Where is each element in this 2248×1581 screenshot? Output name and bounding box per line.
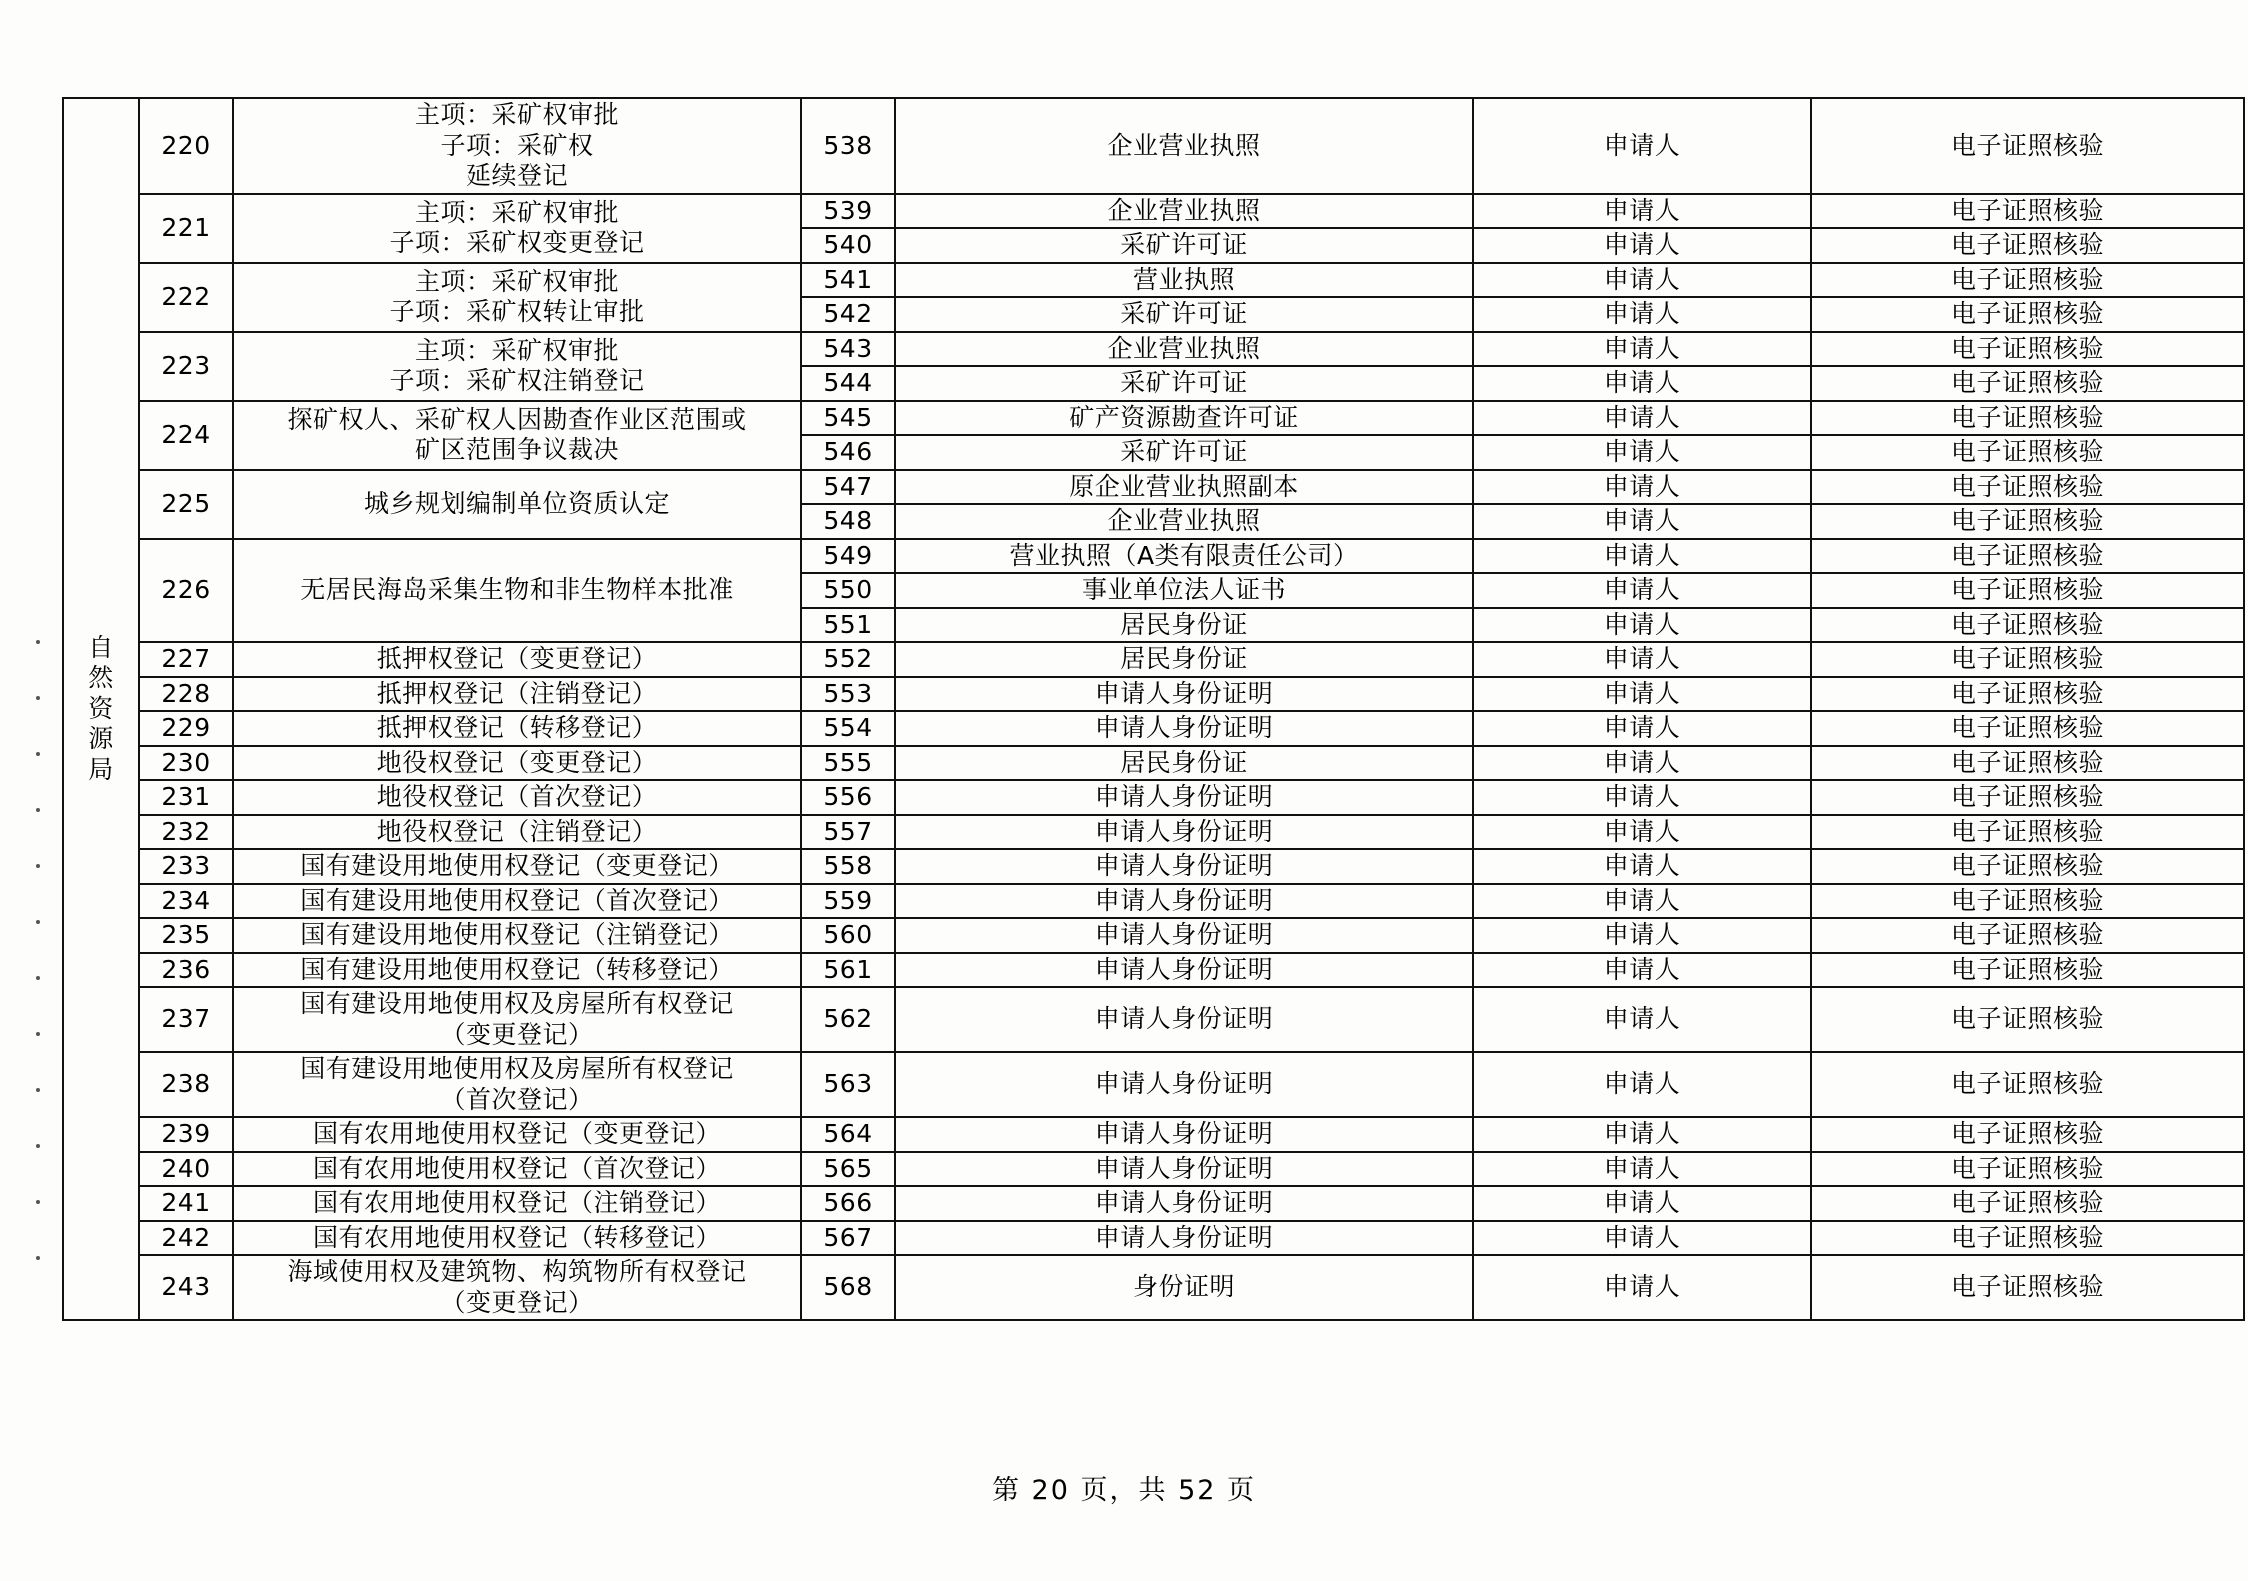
certificate-name-cell: 申请人身份证明: [895, 849, 1473, 884]
certificate-name-cell: 企业营业执照: [895, 332, 1473, 367]
service-item-cell: [233, 642, 801, 677]
certificate-name-cell: 采矿许可证: [895, 435, 1473, 470]
row-number-cell: 224: [139, 401, 233, 470]
table-row: [63, 401, 2244, 436]
certificate-holder-cell: 申请人: [1473, 470, 1811, 505]
service-item-line: 国有建设用地使用权登记（转移登记）: [300, 954, 734, 984]
service-item-cell: [233, 1221, 801, 1256]
row-number-cell: 228: [139, 677, 233, 712]
row-number-cell: 221: [139, 194, 233, 263]
verification-method-cell: 电子证照核验: [1811, 1221, 2244, 1256]
certificate-holder-cell: 申请人: [1473, 98, 1811, 194]
table-row: [63, 642, 2244, 677]
certificate-name-cell: 申请人身份证明: [895, 918, 1473, 953]
row-number-cell: 243: [139, 1255, 233, 1320]
table-row: [63, 98, 2244, 194]
table-row: [63, 539, 2244, 574]
row-number-cell: 225: [139, 470, 233, 539]
service-item-line: 地役权登记（首次登记）: [376, 782, 658, 811]
certificate-holder-cell: 申请人: [1473, 332, 1811, 367]
certificate-holder-cell: 申请人: [1473, 366, 1811, 401]
table-row: [63, 194, 2244, 229]
certificate-name-cell: 企业营业执照: [895, 194, 1473, 229]
verification-method-cell: 电子证照核验: [1811, 918, 2244, 953]
verification-method-cell: 电子证照核验: [1811, 1117, 2244, 1152]
certificate-name-cell: 申请人身份证明: [895, 780, 1473, 815]
service-item-cell: [233, 98, 801, 194]
row-number-cell: 239: [139, 1117, 233, 1152]
row-number-cell: 233: [139, 849, 233, 884]
verification-method-cell: 电子证照核验: [1811, 1152, 2244, 1187]
verification-method-cell: 电子证照核验: [1811, 815, 2244, 850]
certificate-seq-cell: 566: [801, 1186, 895, 1221]
certificate-holder-cell: 申请人: [1473, 1186, 1811, 1221]
service-item-cell: [233, 539, 801, 643]
service-item-line: 国有建设用地使用权登记（变更登记）: [300, 851, 734, 880]
certificate-name-cell: 申请人身份证明: [895, 677, 1473, 712]
verification-method-cell: 电子证照核验: [1811, 849, 2244, 884]
service-item-cell: [233, 711, 801, 746]
service-item-cell: [233, 332, 801, 401]
org-label-char: 资: [88, 693, 114, 723]
table-row: [63, 711, 2244, 746]
certificate-name-cell: 申请人身份证明: [895, 884, 1473, 919]
verification-method-cell: 电子证照核验: [1811, 1255, 2244, 1320]
certificate-seq-cell: 564: [801, 1117, 895, 1152]
service-item-line: 国有农用地使用权登记（首次登记）: [312, 1153, 721, 1183]
row-number-cell: 242: [139, 1221, 233, 1256]
row-number-cell: 226: [139, 539, 233, 643]
certificate-holder-cell: 申请人: [1473, 780, 1811, 815]
certificate-seq-cell: 548: [801, 504, 895, 539]
certificate-holder-cell: 申请人: [1473, 642, 1811, 677]
service-item-line: 国有农用地使用权登记（转移登记）: [312, 1222, 721, 1252]
service-item-line: 国有农用地使用权登记（注销登记）: [312, 1188, 721, 1217]
certificate-name-cell: 申请人身份证明: [895, 711, 1473, 746]
service-item-line: 延续登记: [465, 161, 568, 190]
service-item-cell: [233, 987, 801, 1052]
certificate-name-cell: 居民身份证: [895, 608, 1473, 643]
table-row: [63, 1152, 2244, 1187]
table-row: [63, 1186, 2244, 1221]
certificate-table: [62, 97, 2245, 1321]
certificate-holder-cell: 申请人: [1473, 1117, 1811, 1152]
certificate-name-cell: 申请人身份证明: [895, 1221, 1473, 1256]
table-row: [63, 780, 2244, 815]
certificate-seq-cell: 547: [801, 470, 895, 505]
certificate-name-cell: 申请人身份证明: [895, 1052, 1473, 1117]
certificate-name-cell: 居民身份证: [895, 642, 1473, 677]
certificate-seq-cell: 543: [801, 332, 895, 367]
service-item-line: 子项：采矿权: [440, 130, 594, 160]
service-item-line: 抵押权登记（变更登记）: [376, 644, 658, 673]
certificate-seq-cell: 567: [801, 1221, 895, 1256]
row-number-cell: 227: [139, 642, 233, 677]
certificate-holder-cell: 申请人: [1473, 504, 1811, 539]
certificate-seq-cell: 557: [801, 815, 895, 850]
service-item-cell: [233, 1052, 801, 1117]
service-item-line: （首次登记）: [440, 1084, 594, 1114]
certificate-holder-cell: 申请人: [1473, 401, 1811, 436]
service-item-cell: [233, 746, 801, 781]
certificate-seq-cell: 561: [801, 953, 895, 988]
service-item-line: 子项：采矿权转让审批: [389, 297, 645, 326]
service-item-line: 无居民海岛采集生物和非生物样本批准: [300, 575, 734, 604]
verification-method-cell: 电子证照核验: [1811, 263, 2244, 298]
certificate-holder-cell: 申请人: [1473, 746, 1811, 781]
table-row: [63, 953, 2244, 988]
certificate-seq-cell: 538: [801, 98, 895, 194]
service-item-line: 主项：采矿权审批: [414, 266, 619, 296]
service-item-cell: [233, 1255, 801, 1320]
org-label-char: 源: [88, 724, 114, 754]
table-row: [63, 884, 2244, 919]
verification-method-cell: 电子证照核验: [1811, 884, 2244, 919]
service-item-line: （变更登记）: [440, 1019, 594, 1049]
certificate-seq-cell: 565: [801, 1152, 895, 1187]
verification-method-cell: 电子证照核验: [1811, 780, 2244, 815]
certificate-name-cell: 申请人身份证明: [895, 1152, 1473, 1187]
row-number-cell: 222: [139, 263, 233, 332]
service-item-line: 海域使用权及建筑物、构筑物所有权登记: [287, 1257, 747, 1286]
verification-method-cell: 电子证照核验: [1811, 366, 2244, 401]
service-item-line: 抵押权登记（注销登记）: [376, 678, 658, 708]
certificate-holder-cell: 申请人: [1473, 228, 1811, 263]
certificate-holder-cell: 申请人: [1473, 711, 1811, 746]
certificate-name-cell: 矿产资源勘查许可证: [895, 401, 1473, 436]
certificate-name-cell: 采矿许可证: [895, 297, 1473, 332]
service-item-line: 国有农用地使用权登记（变更登记）: [312, 1119, 721, 1148]
row-number-cell: 241: [139, 1186, 233, 1221]
service-item-line: 城乡规划编制单位资质认定: [363, 488, 670, 518]
row-number-cell: 238: [139, 1052, 233, 1117]
service-item-line: 主项：采矿权审批: [414, 197, 619, 227]
verification-method-cell: 电子证照核验: [1811, 332, 2244, 367]
verification-method-cell: 电子证照核验: [1811, 504, 2244, 539]
certificate-holder-cell: 申请人: [1473, 1152, 1811, 1187]
verification-method-cell: 电子证照核验: [1811, 711, 2244, 746]
service-item-line: 国有建设用地使用权登记（首次登记）: [300, 885, 734, 915]
verification-method-cell: 电子证照核验: [1811, 677, 2244, 712]
certificate-seq-cell: 556: [801, 780, 895, 815]
certificate-seq-cell: 558: [801, 849, 895, 884]
certificate-seq-cell: 559: [801, 884, 895, 919]
certificate-name-cell: 采矿许可证: [895, 228, 1473, 263]
service-item-line: 国有建设用地使用权登记（注销登记）: [300, 920, 734, 949]
verification-method-cell: 电子证照核验: [1811, 573, 2244, 608]
table-row: [63, 470, 2244, 505]
certificate-table-body: [63, 98, 2244, 1320]
service-item-cell: [233, 470, 801, 539]
table-row: [63, 263, 2244, 298]
row-number-cell: 230: [139, 746, 233, 781]
certificate-seq-cell: 545: [801, 401, 895, 436]
certificate-name-cell: 营业执照（A类有限责任公司）: [895, 539, 1473, 574]
row-number-cell: 237: [139, 987, 233, 1052]
service-item-cell: [233, 1117, 801, 1152]
certificate-name-cell: 申请人身份证明: [895, 1117, 1473, 1152]
certificate-holder-cell: 申请人: [1473, 677, 1811, 712]
row-number-cell: 234: [139, 884, 233, 919]
table-row: [63, 677, 2244, 712]
certificate-seq-cell: 539: [801, 194, 895, 229]
certificate-holder-cell: 申请人: [1473, 918, 1811, 953]
table-row: [63, 987, 2244, 1052]
certificate-name-cell: 原企业营业执照副本: [895, 470, 1473, 505]
table-row: [63, 746, 2244, 781]
service-item-cell: [233, 849, 801, 884]
certificate-seq-cell: 554: [801, 711, 895, 746]
certificate-name-cell: 事业单位法人证书: [895, 573, 1473, 608]
certificate-holder-cell: 申请人: [1473, 297, 1811, 332]
service-item-cell: [233, 815, 801, 850]
certificate-name-cell: 企业营业执照: [895, 504, 1473, 539]
table-row: [63, 815, 2244, 850]
certificate-holder-cell: 申请人: [1473, 608, 1811, 643]
certificate-holder-cell: 申请人: [1473, 849, 1811, 884]
certificate-seq-cell: 562: [801, 987, 895, 1052]
service-item-cell: [233, 263, 801, 332]
service-item-line: 国有建设用地使用权及房屋所有权登记: [300, 1054, 734, 1083]
org-label-char: 自: [88, 632, 114, 662]
certificate-holder-cell: 申请人: [1473, 1052, 1811, 1117]
service-item-line: 子项：采矿权变更登记: [389, 228, 645, 257]
service-item-cell: [233, 677, 801, 712]
verification-method-cell: 电子证照核验: [1811, 953, 2244, 988]
service-item-cell: [233, 953, 801, 988]
verification-method-cell: 电子证照核验: [1811, 98, 2244, 194]
table-row: [63, 1117, 2244, 1152]
service-item-line: （变更登记）: [440, 1287, 594, 1317]
certificate-holder-cell: 申请人: [1473, 1221, 1811, 1256]
certificate-name-cell: 采矿许可证: [895, 366, 1473, 401]
certificate-holder-cell: 申请人: [1473, 435, 1811, 470]
scan-artifact-marks: [36, 640, 46, 1312]
verification-method-cell: 电子证照核验: [1811, 987, 2244, 1052]
certificate-seq-cell: 560: [801, 918, 895, 953]
service-item-cell: [233, 918, 801, 953]
certificate-seq-cell: 555: [801, 746, 895, 781]
verification-method-cell: 电子证照核验: [1811, 608, 2244, 643]
service-item-cell: [233, 194, 801, 263]
certificate-table-container: [62, 97, 2187, 1321]
certificate-name-cell: 申请人身份证明: [895, 815, 1473, 850]
certificate-holder-cell: 申请人: [1473, 1255, 1811, 1320]
service-item-line: 子项：采矿权注销登记: [389, 366, 645, 395]
certificate-name-cell: 申请人身份证明: [895, 1186, 1473, 1221]
certificate-name-cell: 身份证明: [895, 1255, 1473, 1320]
certificate-seq-cell: 546: [801, 435, 895, 470]
service-item-line: 地役权登记（注销登记）: [376, 816, 658, 846]
certificate-seq-cell: 553: [801, 677, 895, 712]
certificate-holder-cell: 申请人: [1473, 539, 1811, 574]
service-item-line: 地役权登记（变更登记）: [376, 747, 658, 777]
certificate-name-cell: 申请人身份证明: [895, 987, 1473, 1052]
service-item-line: 国有建设用地使用权及房屋所有权登记: [300, 989, 734, 1018]
verification-method-cell: 电子证照核验: [1811, 297, 2244, 332]
verification-method-cell: 电子证照核验: [1811, 194, 2244, 229]
certificate-seq-cell: 551: [801, 608, 895, 643]
certificate-seq-cell: 550: [801, 573, 895, 608]
service-item-cell: [233, 401, 801, 470]
row-number-cell: 223: [139, 332, 233, 401]
page-footer: 第 20 页，共 52 页: [991, 1475, 1257, 1506]
service-item-line: 矿区范围争议裁决: [414, 435, 619, 464]
service-item-line: 抵押权登记（转移登记）: [376, 713, 658, 742]
service-item-line: 主项：采矿权审批: [414, 100, 619, 129]
certificate-seq-cell: 544: [801, 366, 895, 401]
certificate-holder-cell: 申请人: [1473, 953, 1811, 988]
service-item-cell: [233, 780, 801, 815]
row-number-cell: 235: [139, 918, 233, 953]
service-item-cell: [233, 1152, 801, 1187]
org-label-char: 局: [88, 754, 114, 784]
org-cell: [63, 98, 139, 1320]
row-number-cell: 229: [139, 711, 233, 746]
certificate-holder-cell: 申请人: [1473, 987, 1811, 1052]
verification-method-cell: 电子证照核验: [1811, 746, 2244, 781]
org-label-char: 然: [88, 663, 114, 693]
service-item-line: 探矿权人、采矿权人因勘查作业区范围或: [287, 404, 747, 434]
certificate-name-cell: 企业营业执照: [895, 98, 1473, 194]
certificate-seq-cell: 549: [801, 539, 895, 574]
service-item-line: 主项：采矿权审批: [414, 335, 619, 365]
certificate-name-cell: 营业执照: [895, 263, 1473, 298]
verification-method-cell: 电子证照核验: [1811, 401, 2244, 436]
certificate-holder-cell: 申请人: [1473, 884, 1811, 919]
verification-method-cell: 电子证照核验: [1811, 435, 2244, 470]
certificate-seq-cell: 552: [801, 642, 895, 677]
certificate-seq-cell: 542: [801, 297, 895, 332]
row-number-cell: 232: [139, 815, 233, 850]
certificate-seq-cell: 563: [801, 1052, 895, 1117]
table-row: [63, 918, 2244, 953]
table-row: [63, 1221, 2244, 1256]
verification-method-cell: 电子证照核验: [1811, 642, 2244, 677]
certificate-holder-cell: 申请人: [1473, 815, 1811, 850]
table-row: [63, 332, 2244, 367]
table-row: [63, 849, 2244, 884]
verification-method-cell: 电子证照核验: [1811, 1186, 2244, 1221]
certificate-seq-cell: 541: [801, 263, 895, 298]
table-row: [63, 1255, 2244, 1320]
verification-method-cell: 电子证照核验: [1811, 539, 2244, 574]
row-number-cell: 220: [139, 98, 233, 194]
certificate-holder-cell: 申请人: [1473, 573, 1811, 608]
certificate-holder-cell: 申请人: [1473, 194, 1811, 229]
certificate-name-cell: 居民身份证: [895, 746, 1473, 781]
verification-method-cell: 电子证照核验: [1811, 1052, 2244, 1117]
row-number-cell: 240: [139, 1152, 233, 1187]
row-number-cell: 231: [139, 780, 233, 815]
certificate-holder-cell: 申请人: [1473, 263, 1811, 298]
certificate-name-cell: 申请人身份证明: [895, 953, 1473, 988]
verification-method-cell: 电子证照核验: [1811, 228, 2244, 263]
row-number-cell: 236: [139, 953, 233, 988]
certificate-seq-cell: 540: [801, 228, 895, 263]
verification-method-cell: 电子证照核验: [1811, 470, 2244, 505]
certificate-seq-cell: 568: [801, 1255, 895, 1320]
service-item-cell: [233, 1186, 801, 1221]
service-item-cell: [233, 884, 801, 919]
table-row: [63, 1052, 2244, 1117]
